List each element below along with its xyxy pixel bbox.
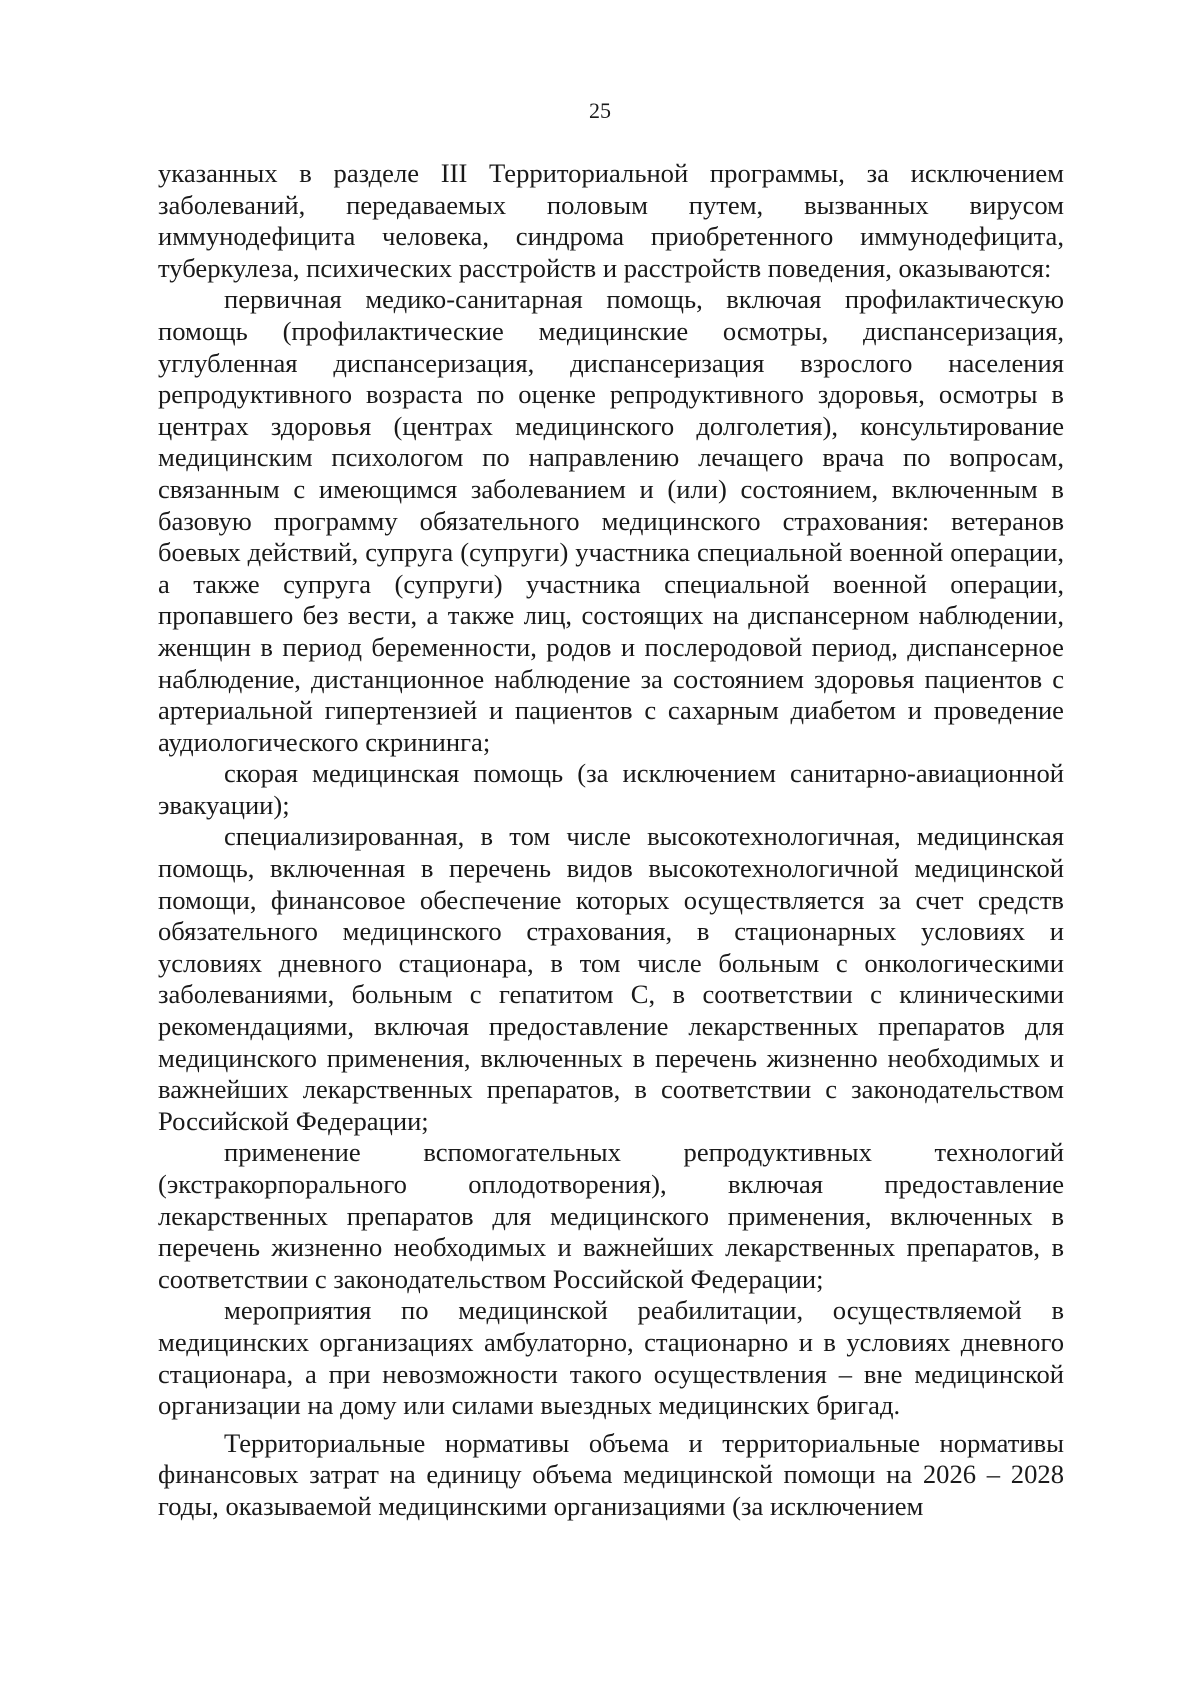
paragraph-rehabilitation: мероприятия по медицинской реабилитации, осуществляемой в медицинских организациях амбулаторно, стационарно и в условиях дневного стационара, а при невозможности такого осуществления – вне медицинской организации на дому или силами выездных медицинских бригад. <box>158 1295 1064 1421</box>
paragraph-specialized-care: специализированная, в том числе высокотехнологичная, медицинская помощь, включенная в перечень видов высокотехнологичной медицинской помощи, финансовое обеспечение которых осуществляется за счет средств обязательного медицинского страхования, в стационарных условиях и условиях дневного стационара, в том числе больным с онкологическими заболеваниями, больным с гепатитом С, в соответствии с клиническими рекомендациями, включая предоставление лекарственных препаратов для медицинского применения, включенных в перечень жизненно необходимых и важнейших лекарственных препаратов, в соответствии с законодательством Российской Федерации; <box>158 821 1064 1136</box>
paragraph-primary-care: первичная медико-санитарная помощь, включая профилактическую помощь (профилактические медицинские осмотры, диспансеризация, углубленная диспансеризация, диспансеризация взрослого населения репродуктивного возраста по оценке репродуктивного здоровья, осмотры в центрах здоровья (центрах медицинского долголетия), консультирование медицинским психологом по направлению лечащего врача по вопросам, связанным с имеющимся заболеванием и (или) состоянием, включенным в базовую программу обязательного медицинского страхования: ветеранов боевых действий, супруга (супруги) участника специальной военной операции, а также супруга (супруги) участника специальной военной операции, пропавшего без вести, а также лиц, состоящих на диспансерном наблюдении, женщин в период беременности, родов и послеродовой период, диспансерное наблюдение, дистанционное наблюдение за состоянием здоровья пациентов с артериальной гипертензией и пациентов с сахарным диабетом и проведение аудиологического скрининга; <box>158 284 1064 757</box>
document-body <box>158 158 1064 1523</box>
paragraph-continuation: указанных в разделе III Территориальной программы, за исключением заболеваний, передаваемых половым путем, вызванных вирусом иммунодефицита человека, синдрома приобретенного иммунодефицита, туберкулеза, психических расстройств и расстройств поведения, оказываются: <box>158 158 1064 283</box>
page-number: 25 <box>589 98 611 123</box>
paragraph-reproductive-technologies: применение вспомогательных репродуктивных технологий (экстракорпорального оплодотворения), включая предоставление лекарственных препаратов для медицинского применения, включенных в перечень жизненно необходимых и важнейших лекарственных препаратов, в соответствии с законодательством Российской Федерации; <box>158 1137 1064 1294</box>
paragraph-territorial-norms: Территориальные нормативы объема и территориальные нормативы финансовых затрат на единицу объема медицинской помощи на 2026 – 2028 годы, оказываемой медицинскими организациями (за исключением <box>158 1427 1064 1521</box>
paragraph-emergency-care: скорая медицинская помощь (за исключением санитарно-авиационной эвакуации); <box>158 758 1064 820</box>
